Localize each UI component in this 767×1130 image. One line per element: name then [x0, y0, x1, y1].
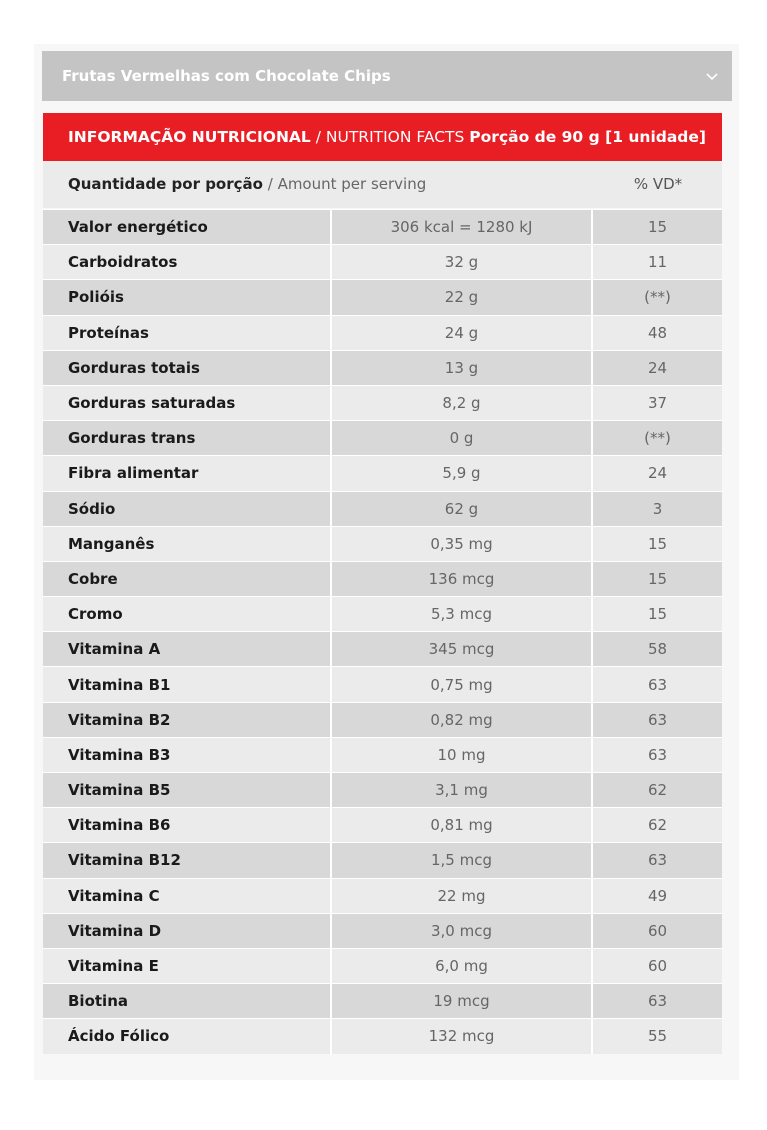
nutrient-amount: 1,5 mcg: [332, 843, 593, 877]
table-row: [43, 420, 722, 455]
nutrient-name: Ácido Fólico: [43, 1019, 332, 1053]
table-row: [43, 385, 722, 420]
nutrient-name: Vitamina B3: [43, 738, 332, 772]
nutrient-vd: 15: [647, 605, 668, 624]
table-row: [43, 1018, 722, 1053]
nutrient-amount: 5,3 mcg: [332, 597, 593, 631]
table-row: [43, 842, 722, 877]
chevron-down-icon[interactable]: [704, 68, 720, 84]
serving-subheader: [43, 161, 722, 208]
table-row: [43, 737, 722, 772]
nutrient-amount: 22 g: [332, 280, 593, 314]
serving-label: [68, 175, 426, 193]
nutrient-amount: 0,82 mg: [332, 703, 593, 737]
nutrient-vd: 60: [647, 921, 668, 940]
nutrient-name: Manganês: [43, 527, 332, 561]
table-row: [43, 244, 722, 279]
nutrient-amount: 19 mcg: [332, 984, 593, 1018]
nutrient-vd: 24: [647, 464, 668, 483]
nutrient-amount: 132 mcg: [332, 1019, 593, 1053]
nutrient-name: Gorduras saturadas: [43, 386, 332, 420]
nutrient-amount: 10 mg: [332, 738, 593, 772]
nutrient-vd: 11: [647, 253, 668, 272]
nutrient-name: Vitamina E: [43, 949, 332, 983]
table-row: [43, 596, 722, 631]
nutrient-vd: 63: [647, 851, 668, 870]
nutrient-name: Vitamina B5: [43, 773, 332, 807]
nutrient-amount: 0,35 mg: [332, 527, 593, 561]
table-row: [43, 913, 722, 948]
table-row: [43, 807, 722, 842]
nutrient-name: Vitamina C: [43, 879, 332, 913]
nutrient-vd: 48: [647, 323, 668, 342]
nutrient-name: Vitamina B2: [43, 703, 332, 737]
nutrient-name: Vitamina B6: [43, 808, 332, 842]
nutrient-amount: 62 g: [332, 492, 593, 526]
table-row: [43, 983, 722, 1018]
table-row: [43, 350, 722, 385]
table-row: [43, 666, 722, 701]
nutrient-vd: 62: [647, 816, 668, 835]
nutrient-name: Cromo: [43, 597, 332, 631]
nutrient-vd: 63: [647, 992, 668, 1011]
nutrient-vd: 60: [647, 957, 668, 976]
nutrition-table-header: [43, 113, 722, 161]
nutrient-name: Polióis: [43, 280, 332, 314]
header-title-pt: INFORMAÇÃO NUTRICIONAL: [68, 128, 311, 146]
nutrient-vd: 55: [647, 1027, 668, 1046]
nutrition-table: [43, 209, 722, 1054]
nutrient-name: Carboidratos: [43, 245, 332, 279]
nutrient-amount: 32 g: [332, 245, 593, 279]
nutrient-name: Gorduras trans: [43, 421, 332, 455]
nutrient-name: Gorduras totais: [43, 351, 332, 385]
table-row: [43, 209, 722, 244]
nutrient-name: Vitamina A: [43, 632, 332, 666]
table-row: [43, 561, 722, 596]
nutrient-name: Cobre: [43, 562, 332, 596]
nutrient-name: Vitamina B1: [43, 667, 332, 701]
table-row: [43, 948, 722, 983]
nutrient-amount: 0,75 mg: [332, 667, 593, 701]
nutrient-vd: 15: [647, 569, 668, 588]
header-separator: /: [310, 128, 326, 146]
header-portion: Porção de 90 g [1 unidade]: [469, 128, 706, 146]
nutrient-vd: 58: [647, 640, 668, 659]
nutrient-vd: 63: [647, 675, 668, 694]
nutrient-vd: (**): [644, 429, 671, 448]
serving-separator: /: [262, 175, 278, 193]
nutrient-amount: 0,81 mg: [332, 808, 593, 842]
nutrient-name: Biotina: [43, 984, 332, 1018]
nutrient-amount: 136 mcg: [332, 562, 593, 596]
nutrient-vd: 15: [647, 218, 668, 237]
nutrient-name: Proteínas: [43, 316, 332, 350]
nutrient-amount: 22 mg: [332, 879, 593, 913]
header-title-en: NUTRITION FACTS: [325, 128, 465, 146]
nutrient-name: Fibra alimentar: [43, 456, 332, 490]
nutrient-vd: (**): [644, 288, 671, 307]
nutrient-name: Valor energético: [43, 210, 332, 244]
nutrient-amount: 3,0 mcg: [332, 914, 593, 948]
nutrient-vd: 62: [647, 781, 668, 800]
table-row: [43, 631, 722, 666]
nutrient-vd: 15: [647, 534, 668, 553]
nutrient-amount: 5,9 g: [332, 456, 593, 490]
table-row: [43, 279, 722, 314]
vd-column-header: % VD*: [633, 175, 683, 193]
nutrient-vd: 24: [647, 358, 668, 377]
serving-label-pt: Quantidade por porção: [68, 175, 263, 193]
nutrient-amount: 13 g: [332, 351, 593, 385]
nutrient-amount: 3,1 mg: [332, 773, 593, 807]
nutrient-vd: 37: [647, 394, 668, 413]
nutrient-amount: 6,0 mg: [332, 949, 593, 983]
nutrient-amount: 0 g: [332, 421, 593, 455]
nutrient-vd: 63: [647, 745, 668, 764]
table-row: [43, 772, 722, 807]
accordion-header[interactable]: [42, 51, 732, 101]
nutrient-amount: 24 g: [332, 316, 593, 350]
table-row: [43, 491, 722, 526]
table-row: [43, 315, 722, 350]
nutrient-vd: 3: [652, 499, 663, 518]
nutrient-name: Vitamina B12: [43, 843, 332, 877]
table-row: [43, 702, 722, 737]
table-row: [43, 878, 722, 913]
nutrient-vd: 49: [647, 886, 668, 905]
accordion-title: Frutas Vermelhas com Chocolate Chips: [62, 67, 391, 85]
nutrient-amount: 8,2 g: [332, 386, 593, 420]
nutrient-amount: 345 mcg: [332, 632, 593, 666]
table-row: [43, 526, 722, 561]
nutrient-vd: 63: [647, 710, 668, 729]
nutrient-name: Vitamina D: [43, 914, 332, 948]
table-row: [43, 455, 722, 490]
nutrient-amount: 306 kcal = 1280 kJ: [332, 210, 593, 244]
nutrient-name: Sódio: [43, 492, 332, 526]
serving-label-en: Amount per serving: [277, 175, 427, 193]
